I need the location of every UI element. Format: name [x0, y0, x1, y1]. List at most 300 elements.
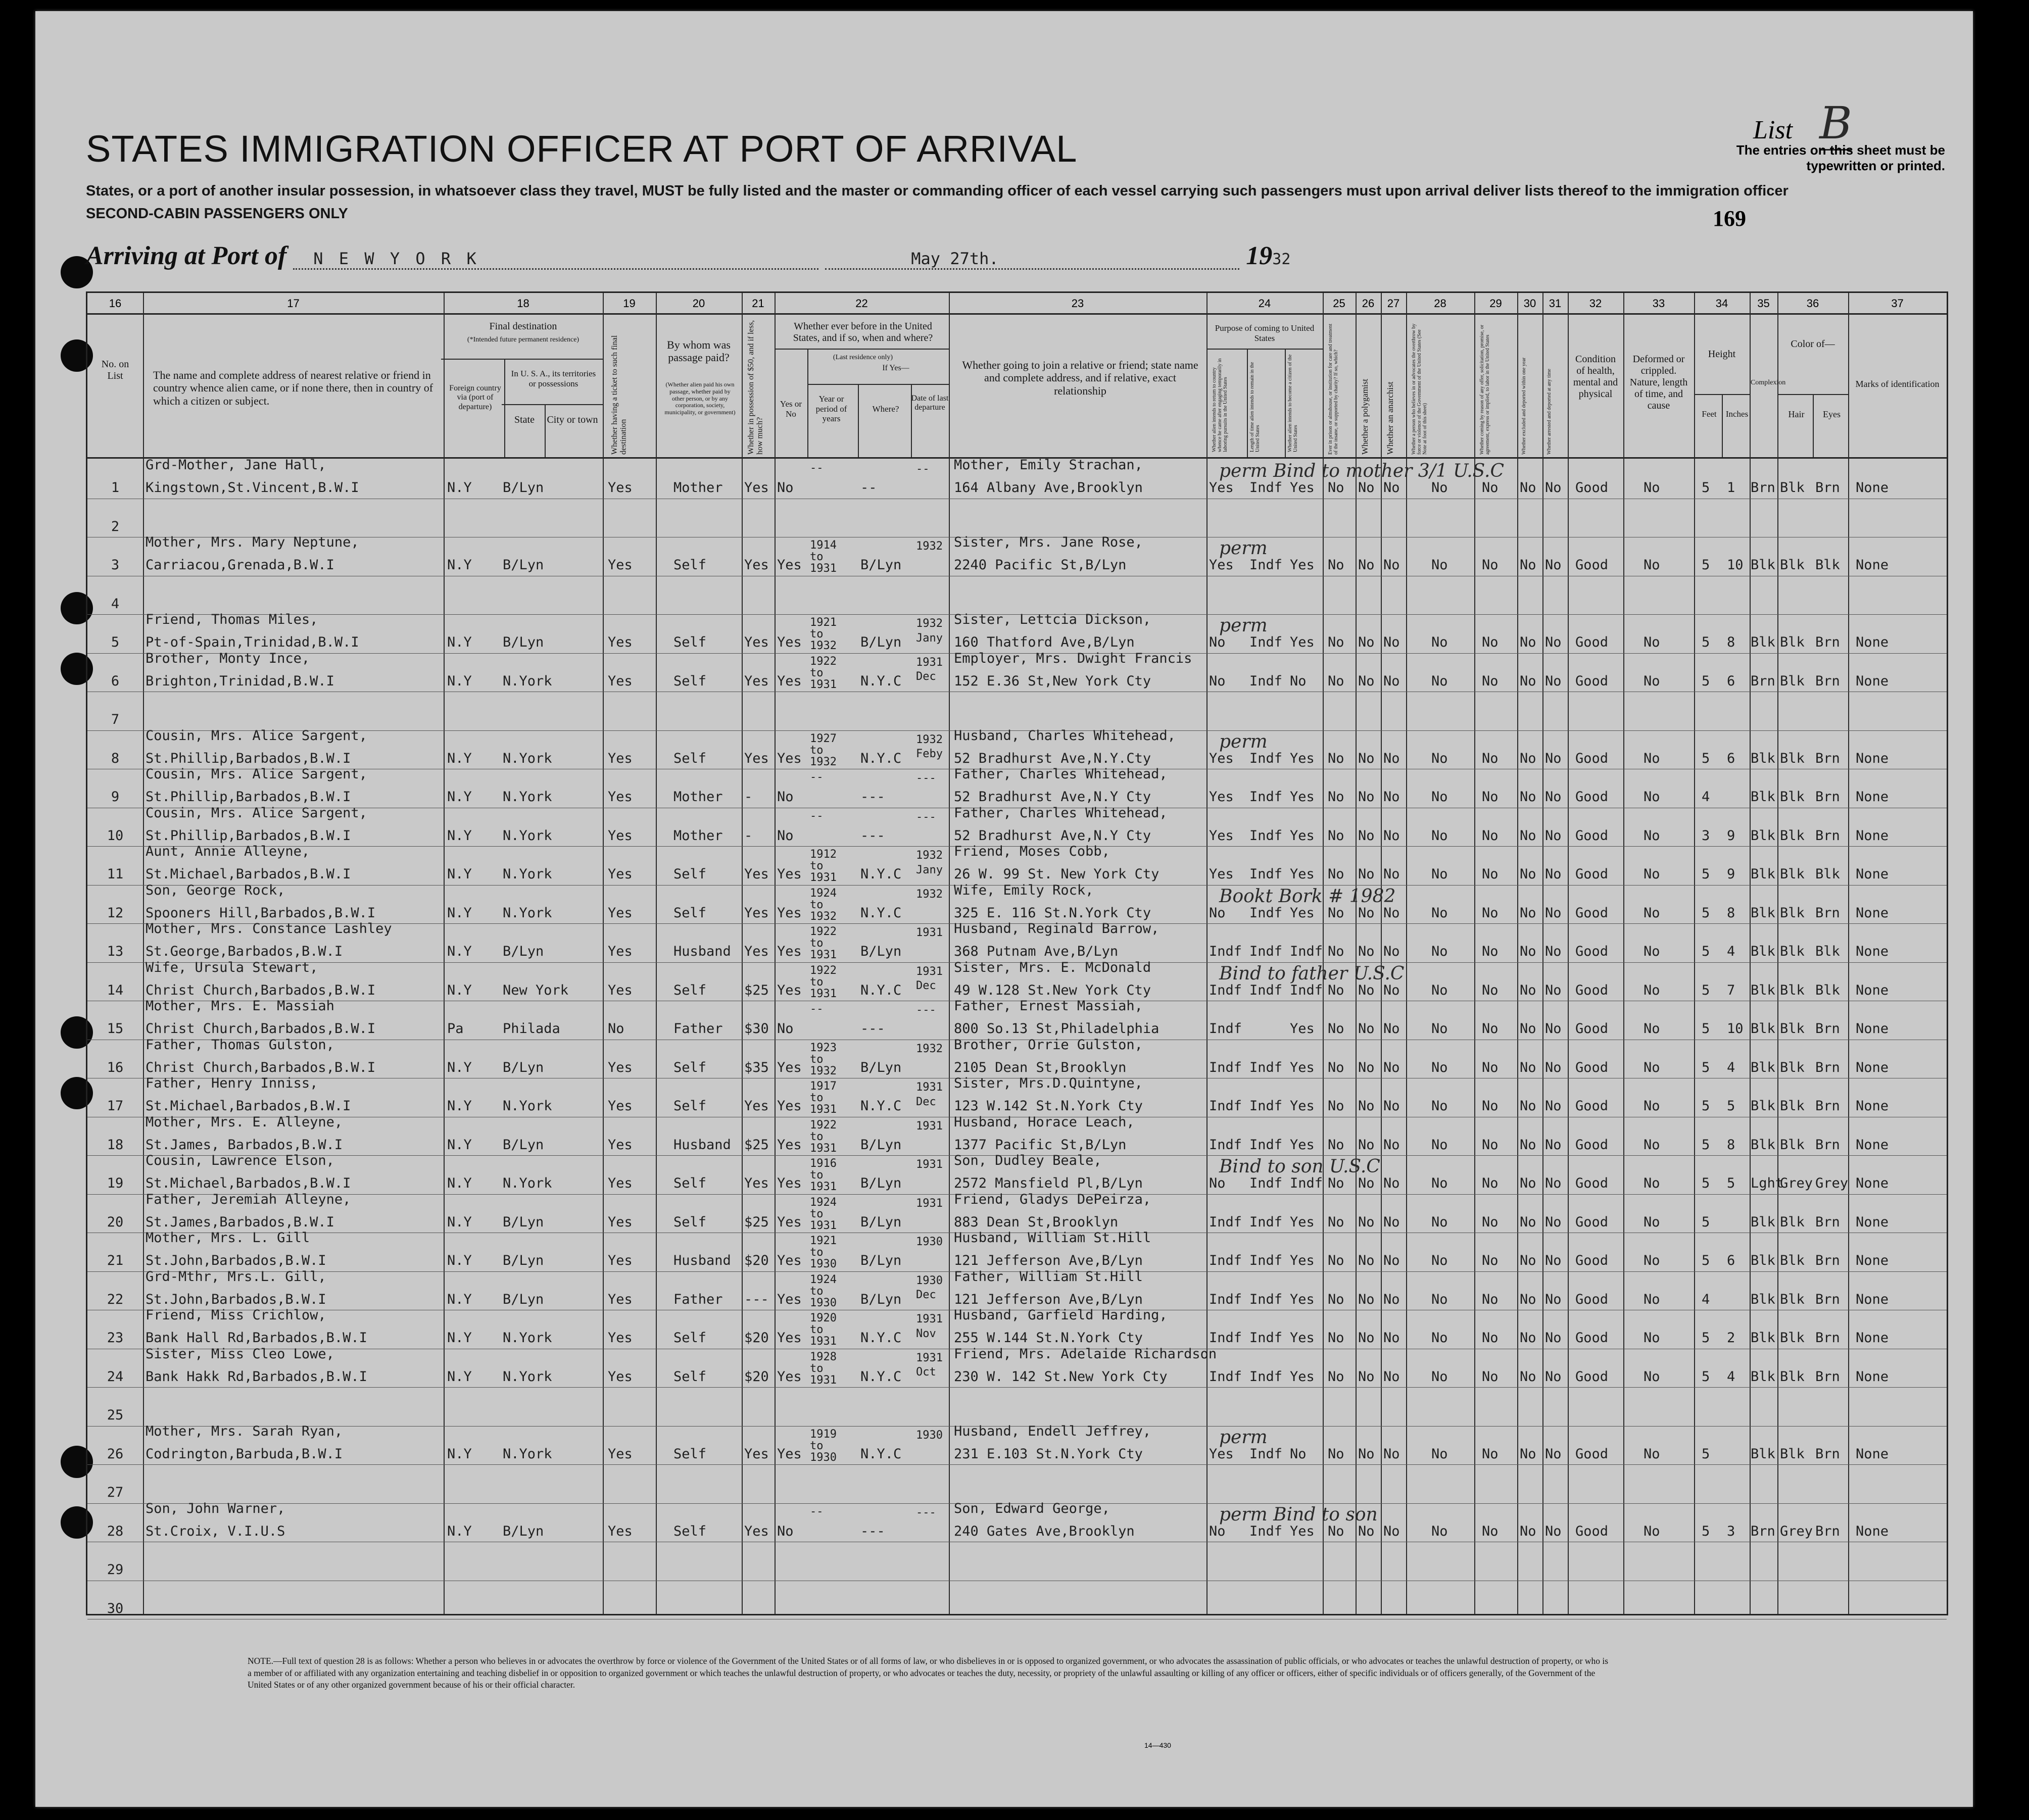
cell-marks: None: [1856, 1059, 1889, 1075]
relative-address: Kingstown,St.Vincent,B.W.I: [146, 480, 359, 496]
cell-c31: No: [1545, 1368, 1562, 1385]
cell-p3: Yes: [1290, 1523, 1315, 1539]
cell-c28: No: [1431, 1446, 1448, 1462]
cell-ticket: Yes: [608, 789, 633, 805]
cell-ticket: Yes: [608, 750, 633, 766]
cell-marks: None: [1856, 944, 1889, 959]
cell-hair: Blk: [1780, 789, 1805, 805]
cell-feet: 5: [1702, 1253, 1710, 1268]
cell-c27: No: [1383, 750, 1400, 766]
cell-paid: Self: [673, 1059, 707, 1075]
cell-money: Yes: [744, 866, 769, 882]
cell-hair: Blk: [1780, 1098, 1805, 1114]
cell-city: N.York: [503, 1368, 552, 1385]
cell-c29: No: [1482, 982, 1499, 998]
cell-c26: No: [1358, 866, 1375, 882]
cell-p3: Yes: [1290, 866, 1315, 882]
cell-state: N.Y: [447, 866, 472, 882]
cell-eyes: Brn: [1815, 634, 1840, 650]
cell-hair: Grey: [1780, 1175, 1813, 1191]
cell-before: Yes: [777, 1330, 802, 1346]
row-number: 23: [107, 1330, 124, 1346]
cell-before: Yes: [777, 634, 802, 650]
joining-address: 240 Gates Ave,Brooklyn: [954, 1523, 1135, 1539]
row-number: 19: [107, 1175, 124, 1191]
cell-complexion: Brn: [1751, 673, 1775, 689]
cell-money: -: [744, 827, 753, 844]
cell-ticket: Yes: [608, 827, 633, 844]
joining-name: Sister, Mrs.D.Quintyne,: [954, 1075, 1143, 1091]
cell-complexion: Blk: [1751, 789, 1775, 805]
cell-p2: Indf: [1249, 1523, 1283, 1539]
cell-marks: None: [1856, 480, 1889, 496]
cell-p1: No: [1209, 905, 1226, 921]
cell-money: Yes: [744, 634, 769, 650]
cell-money: $25: [744, 982, 769, 998]
cell-where: N.Y.C: [860, 866, 902, 882]
cell-complexion: Blk: [1751, 905, 1775, 921]
relative-address: St.Michael,Barbados,B.W.I: [146, 1098, 351, 1114]
cell-c25: No: [1328, 634, 1344, 650]
joining-address: 164 Albany Ave,Brooklyn: [954, 480, 1143, 496]
cell-eyes: Brn: [1815, 1021, 1840, 1037]
cell-money: $30: [744, 1021, 769, 1037]
column-header-c28: Whether a person who believes in or advocates the overthrow by force or violence of the Government of the United States (See Note at foot of this sheet): [1411, 323, 1428, 455]
cell-paid: Self: [673, 1175, 707, 1191]
cell-feet: 5: [1702, 1446, 1710, 1462]
cell-state: N.Y: [447, 673, 472, 689]
cell-feet: 4: [1702, 1291, 1710, 1307]
cell-complexion: Blk: [1751, 982, 1775, 998]
cell-before: Yes: [777, 944, 802, 959]
column-header-c31: Whether arrested and deported at any time: [1547, 369, 1552, 455]
cell-inches: 7: [1727, 982, 1735, 998]
cell-p2: Indf: [1249, 866, 1283, 882]
column-number: 26: [1362, 297, 1375, 310]
relative-name: Father, Henry Inniss,: [146, 1075, 318, 1091]
cell-paid: Mother: [673, 827, 723, 844]
cell-before: Yes: [777, 1291, 802, 1307]
cell-paid: Self: [673, 1523, 707, 1539]
cell-money: Yes: [744, 673, 769, 689]
relative-name: Wife, Ursula Stewart,: [146, 959, 318, 975]
cell-where: B/Lyn: [860, 557, 902, 573]
cell-paid: Husband: [673, 1137, 731, 1153]
cell-eyes: Brn: [1815, 1446, 1840, 1462]
relative-address: St.John,Barbados,B.W.I: [146, 1291, 326, 1307]
cell-c25: No: [1328, 1368, 1344, 1385]
cell-c30: No: [1520, 1330, 1536, 1346]
column-number: 34: [1715, 297, 1728, 310]
cell-eyes: Brn: [1815, 1098, 1840, 1114]
handwritten-annotation: Bookt Bork # 1982: [1219, 886, 1396, 907]
cell-hair: Blk: [1780, 1021, 1805, 1037]
cell-c31: No: [1545, 1523, 1562, 1539]
cell-before: Yes: [777, 982, 802, 998]
page-subtitle: States, or a port of another insular possession, in whatsoever class they travel, MUST be fully listed and the master or commanding officer of each vessel carrying such passengers must upon arrival deliver lists thereof to the immigration officer: [86, 183, 1789, 199]
joining-name: Friend, Mrs. Adelaide Richardson: [954, 1346, 1217, 1362]
cell-p1: Indf: [1209, 1059, 1242, 1075]
cell-hair: Blk: [1780, 1291, 1805, 1307]
cell-c30: No: [1520, 1175, 1536, 1191]
row-number: 7: [111, 712, 120, 727]
column-header-c20: By whom was passage paid?: [667, 338, 731, 364]
cell-c27: No: [1383, 982, 1400, 998]
relative-address: Christ Church,Barbados,B.W.I: [146, 982, 376, 998]
cell-eyes: Brn: [1815, 673, 1840, 689]
cell-paid: Father: [673, 1291, 723, 1307]
column-header-c22_ifyes: If Yes—: [882, 364, 909, 372]
handwritten-annotation: perm Bind to mother 3/1 U.S.C: [1219, 461, 1505, 481]
cell-ticket: Yes: [608, 1330, 633, 1346]
cell-c31: No: [1545, 1175, 1562, 1191]
joining-name: Husband, William St.Hill: [954, 1230, 1151, 1246]
cell-city: B/Lyn: [503, 1523, 544, 1539]
row-number: 28: [107, 1523, 124, 1539]
cell-deformed: No: [1644, 634, 1660, 650]
cell-hair: Blk: [1780, 1253, 1805, 1268]
column-header-c22_yesno: Yes or No: [780, 399, 802, 419]
cell-before: Yes: [777, 1137, 802, 1153]
joining-name: Father, Ernest Massiah,: [954, 998, 1143, 1014]
cell-marks: None: [1856, 905, 1889, 921]
cell-where: ---: [860, 1021, 885, 1037]
handwritten-annotation: perm Bind to son: [1219, 1504, 1378, 1525]
cell-money: Yes: [744, 1523, 769, 1539]
cell-deformed: No: [1644, 1175, 1660, 1191]
cell-money: Yes: [744, 905, 769, 921]
row-number: 11: [107, 866, 124, 882]
cell-inches: 8: [1727, 1137, 1735, 1153]
cell-health: Good: [1575, 1368, 1609, 1385]
cell-health: Good: [1575, 1021, 1609, 1037]
cell-p3: Yes: [1290, 1059, 1315, 1075]
cell-marks: None: [1856, 673, 1889, 689]
relative-name: Sister, Miss Cleo Lowe,: [146, 1346, 334, 1362]
cell-c27: No: [1383, 634, 1400, 650]
joining-address: 2105 Dean St,Brooklyn: [954, 1059, 1127, 1075]
cell-c26: No: [1358, 1291, 1375, 1307]
cell-c30: No: [1520, 557, 1536, 573]
cell-health: Good: [1575, 750, 1609, 766]
column-header-c16: No. on List: [101, 359, 129, 381]
joining-address: 883 Dean St,Brooklyn: [954, 1214, 1119, 1230]
cell-c29: No: [1482, 1330, 1499, 1346]
handwritten-annotation: perm: [1219, 538, 1268, 559]
cell-c25: No: [1328, 789, 1344, 805]
cell-p1: Indf: [1209, 1021, 1242, 1037]
cell-marks: None: [1856, 866, 1889, 882]
cell-c25: No: [1328, 480, 1344, 496]
row-number: 25: [107, 1407, 124, 1423]
cell-marks: None: [1856, 1253, 1889, 1268]
handwritten-annotation: perm: [1219, 731, 1268, 752]
cell-marks: None: [1856, 1523, 1889, 1539]
joining-name: Wife, Emily Rock,: [954, 882, 1094, 898]
cell-dep: 1932: [916, 540, 943, 553]
cell-deformed: No: [1644, 480, 1660, 496]
cell-c30: No: [1520, 1291, 1536, 1307]
cell-feet: 5: [1702, 1330, 1710, 1346]
column-header-c20_note: (Whether alien paid his own passage, whether paid by other person, or by any corporation, society, municipality, or government): [664, 381, 736, 416]
cell-ticket: Yes: [608, 1137, 633, 1153]
cell-p3: Yes: [1290, 1368, 1315, 1385]
cell-city: B/Lyn: [503, 1059, 544, 1075]
relative-address: Codrington,Barbuda,B.W.I: [146, 1446, 343, 1462]
column-number: 24: [1258, 297, 1271, 310]
cell-before: Yes: [777, 866, 802, 882]
column-header-c36: Color of—: [1791, 338, 1835, 350]
joining-name: Husband, Charles Whitehead,: [954, 727, 1176, 744]
cell-city: N.York: [503, 750, 552, 766]
cell-dep: 1931 Dec: [916, 965, 943, 993]
cell-state: N.Y: [447, 1446, 472, 1462]
arriving-line: [86, 241, 1290, 271]
column-header-c36_eyes: Eyes: [1823, 409, 1841, 419]
cell-health: Good: [1575, 905, 1609, 921]
cell-state: N.Y: [447, 1098, 472, 1114]
cell-years: 1922 to 1931: [810, 1118, 837, 1155]
cell-money: $25: [744, 1137, 769, 1153]
cell-eyes: Blk: [1815, 557, 1840, 573]
column-header-c18_note: (*Intended future permanent residence): [467, 336, 579, 343]
cell-city: B/Lyn: [503, 944, 544, 959]
cell-ticket: Yes: [608, 1098, 633, 1114]
cell-c27: No: [1383, 480, 1400, 496]
cell-years: 1924 to 1932: [810, 887, 837, 923]
cell-inches: 8: [1727, 634, 1735, 650]
cell-c31: No: [1545, 634, 1562, 650]
cell-complexion: Blk: [1751, 1021, 1775, 1037]
cell-c25: No: [1328, 1098, 1344, 1114]
cell-p2: Indf: [1249, 982, 1283, 998]
arriving-label: Arriving at Port of: [86, 241, 287, 270]
cell-p2: Indf: [1249, 1214, 1283, 1230]
cell-ticket: No: [608, 1021, 624, 1037]
cell-c27: No: [1383, 1214, 1400, 1230]
cell-feet: 5: [1702, 905, 1710, 921]
cell-c29: No: [1482, 1291, 1499, 1307]
cell-health: Good: [1575, 982, 1609, 998]
cell-c26: No: [1358, 1330, 1375, 1346]
cell-state: N.Y: [447, 905, 472, 921]
cell-c29: No: [1482, 634, 1499, 650]
cell-where: N.Y.C: [860, 673, 902, 689]
joining-name: Husband, Garfield Harding,: [954, 1307, 1168, 1323]
cell-deformed: No: [1644, 1446, 1660, 1462]
joining-name: Father, Charles Whitehead,: [954, 766, 1168, 782]
column-number: 16: [109, 297, 122, 310]
cell-city: N.York: [503, 1175, 552, 1191]
joining-name: Brother, Orrie Gulston,: [954, 1037, 1143, 1053]
cell-deformed: No: [1644, 944, 1660, 959]
row-number: 14: [107, 982, 124, 998]
cell-health: Good: [1575, 789, 1609, 805]
cell-health: Good: [1575, 1214, 1609, 1230]
cell-city: B/Lyn: [503, 1291, 544, 1307]
cell-city: N.York: [503, 1446, 552, 1462]
cell-dep: 1931: [916, 1197, 943, 1210]
cell-eyes: Brn: [1815, 1214, 1840, 1230]
cell-marks: None: [1856, 1175, 1889, 1191]
column-header-c34_inches: Inches: [1725, 409, 1749, 419]
cell-p1: Indf: [1209, 982, 1242, 998]
cell-complexion: Blk: [1751, 1253, 1775, 1268]
cell-hair: Blk: [1780, 1137, 1805, 1153]
year-suffix: 32: [1272, 251, 1291, 268]
relative-address: Christ Church,Barbados,B.W.I: [146, 1059, 376, 1075]
cell-before: Yes: [777, 673, 802, 689]
cell-deformed: No: [1644, 1059, 1660, 1075]
joining-address: 230 W. 142 St.New York Cty: [954, 1368, 1168, 1385]
cell-before: Yes: [777, 557, 802, 573]
column-number: 35: [1757, 297, 1770, 310]
column-header-c22_years: Year or period of years: [815, 394, 847, 424]
cell-marks: None: [1856, 1214, 1889, 1230]
cell-c26: No: [1358, 1175, 1375, 1191]
column-number: 17: [287, 297, 300, 310]
cell-before: Yes: [777, 1253, 802, 1268]
row-number: 15: [107, 1021, 124, 1037]
cell-where: B/Lyn: [860, 1253, 902, 1268]
cell-hair: Blk: [1780, 866, 1805, 882]
column-number: 22: [855, 297, 868, 310]
cell-c30: No: [1520, 1137, 1536, 1153]
cell-c25: No: [1328, 1253, 1344, 1268]
cell-dep: 1930: [916, 1429, 943, 1442]
row-number: 29: [107, 1562, 124, 1578]
cell-where: B/Lyn: [860, 1175, 902, 1191]
cell-health: Good: [1575, 1330, 1609, 1346]
cell-health: Good: [1575, 944, 1609, 959]
cell-c31: No: [1545, 982, 1562, 998]
typewriter-notice: The entries on this sheet must be typewritten or printed.: [1736, 142, 1945, 173]
cell-health: Good: [1575, 1291, 1609, 1307]
cell-c29: No: [1482, 1021, 1499, 1037]
cell-c25: No: [1328, 827, 1344, 844]
cell-feet: 5: [1702, 1175, 1710, 1191]
cell-c27: No: [1383, 1330, 1400, 1346]
cell-c30: No: [1520, 1523, 1536, 1539]
cell-c30: No: [1520, 1368, 1536, 1385]
column-header-c18: Final destination: [489, 321, 557, 332]
cell-deformed: No: [1644, 1098, 1660, 1114]
cell-ticket: Yes: [608, 480, 633, 496]
relative-name: Cousin, Lawrence Elson,: [146, 1153, 334, 1168]
handwritten-annotation: perm: [1219, 615, 1268, 636]
joining-address: 49 W.128 St.New York Cty: [954, 982, 1151, 998]
cell-years: 1914 to 1931: [810, 539, 837, 575]
cell-marks: None: [1856, 1137, 1889, 1153]
joining-name: Husband, Endell Jeffrey,: [954, 1423, 1151, 1439]
joining-name: Sister, Lettcia Dickson,: [954, 612, 1151, 627]
column-header-c22_where: Where?: [872, 404, 899, 414]
cell-eyes: Blk: [1815, 982, 1840, 998]
cell-dep: 1932: [916, 888, 943, 901]
cell-marks: None: [1856, 982, 1889, 998]
cell-where: --: [860, 480, 877, 496]
cell-feet: 5: [1702, 1523, 1710, 1539]
cell-p2: Indf: [1249, 1446, 1283, 1462]
cell-c25: No: [1328, 750, 1344, 766]
cell-city: B/Lyn: [503, 634, 544, 650]
cell-complexion: Blk: [1751, 1137, 1775, 1153]
cell-years: 1928 to 1931: [810, 1350, 837, 1387]
cell-p3: Yes: [1290, 827, 1315, 844]
cell-before: Yes: [777, 1214, 802, 1230]
cell-health: Good: [1575, 1523, 1609, 1539]
cell-marks: None: [1856, 1330, 1889, 1346]
column-number: 27: [1387, 297, 1400, 310]
cell-c29: No: [1482, 1175, 1499, 1191]
cell-money: ---: [744, 1291, 769, 1307]
cell-deformed: No: [1644, 866, 1660, 882]
relative-address: Bank Hall Rd,Barbados,B.W.I: [146, 1330, 367, 1346]
joining-address: 52 Bradhurst Ave,N.Y Cty: [954, 827, 1151, 844]
cell-c25: No: [1328, 673, 1344, 689]
cell-c26: No: [1358, 1021, 1375, 1037]
cell-years: 1916 to 1931: [810, 1157, 837, 1194]
cell-feet: 5: [1702, 982, 1710, 998]
cell-c29: No: [1482, 480, 1499, 496]
cell-c31: No: [1545, 480, 1562, 496]
cell-deformed: No: [1644, 1214, 1660, 1230]
cell-c28: No: [1431, 1175, 1448, 1191]
cell-p2: Indf: [1249, 1253, 1283, 1268]
row-number: 13: [107, 944, 124, 959]
cell-city: New York: [503, 982, 569, 998]
row-number: 30: [107, 1600, 124, 1616]
column-number: 31: [1549, 297, 1562, 310]
cell-inches: 4: [1727, 1368, 1735, 1385]
cell-c26: No: [1358, 480, 1375, 496]
cell-eyes: Brn: [1815, 1291, 1840, 1307]
cell-c30: No: [1520, 1446, 1536, 1462]
relative-name: Mother, Mrs. Constance Lashley: [146, 921, 392, 937]
cell-years: 1919 to 1930: [810, 1428, 837, 1464]
cell-c29: No: [1482, 789, 1499, 805]
cell-c29: No: [1482, 1214, 1499, 1230]
cell-feet: 5: [1702, 673, 1710, 689]
cell-city: B/Lyn: [503, 1214, 544, 1230]
cell-hair: Blk: [1780, 634, 1805, 650]
cell-feet: 5: [1702, 1098, 1710, 1114]
cell-marks: None: [1856, 557, 1889, 573]
row-number: 1: [111, 480, 120, 496]
column-header-c37: Marks of identification: [1855, 379, 1940, 389]
row-number: 20: [107, 1214, 124, 1230]
cell-state: N.Y: [447, 1368, 472, 1385]
cell-health: Good: [1575, 634, 1609, 650]
column-number: 19: [623, 297, 636, 310]
row-number: 5: [111, 634, 120, 650]
cell-money: Yes: [744, 557, 769, 573]
cell-c28: No: [1431, 1059, 1448, 1075]
cell-dep: 1932 Jany: [916, 617, 943, 645]
cell-paid: Father: [673, 1021, 723, 1037]
cell-deformed: No: [1644, 1368, 1660, 1385]
cell-complexion: Brn: [1751, 480, 1775, 496]
column-header-c22: Whether ever before in the United States, and if so, when and where?: [793, 321, 933, 343]
cell-c31: No: [1545, 1446, 1562, 1462]
form-number: 14—430: [1144, 1741, 1171, 1749]
column-header-c22_note: (Last residence only): [833, 354, 893, 361]
cell-dep: 1931 Oct: [916, 1351, 943, 1379]
cell-c25: No: [1328, 1523, 1344, 1539]
cell-money: -: [744, 789, 753, 805]
cell-c26: No: [1358, 827, 1375, 844]
cell-before: Yes: [777, 1446, 802, 1462]
